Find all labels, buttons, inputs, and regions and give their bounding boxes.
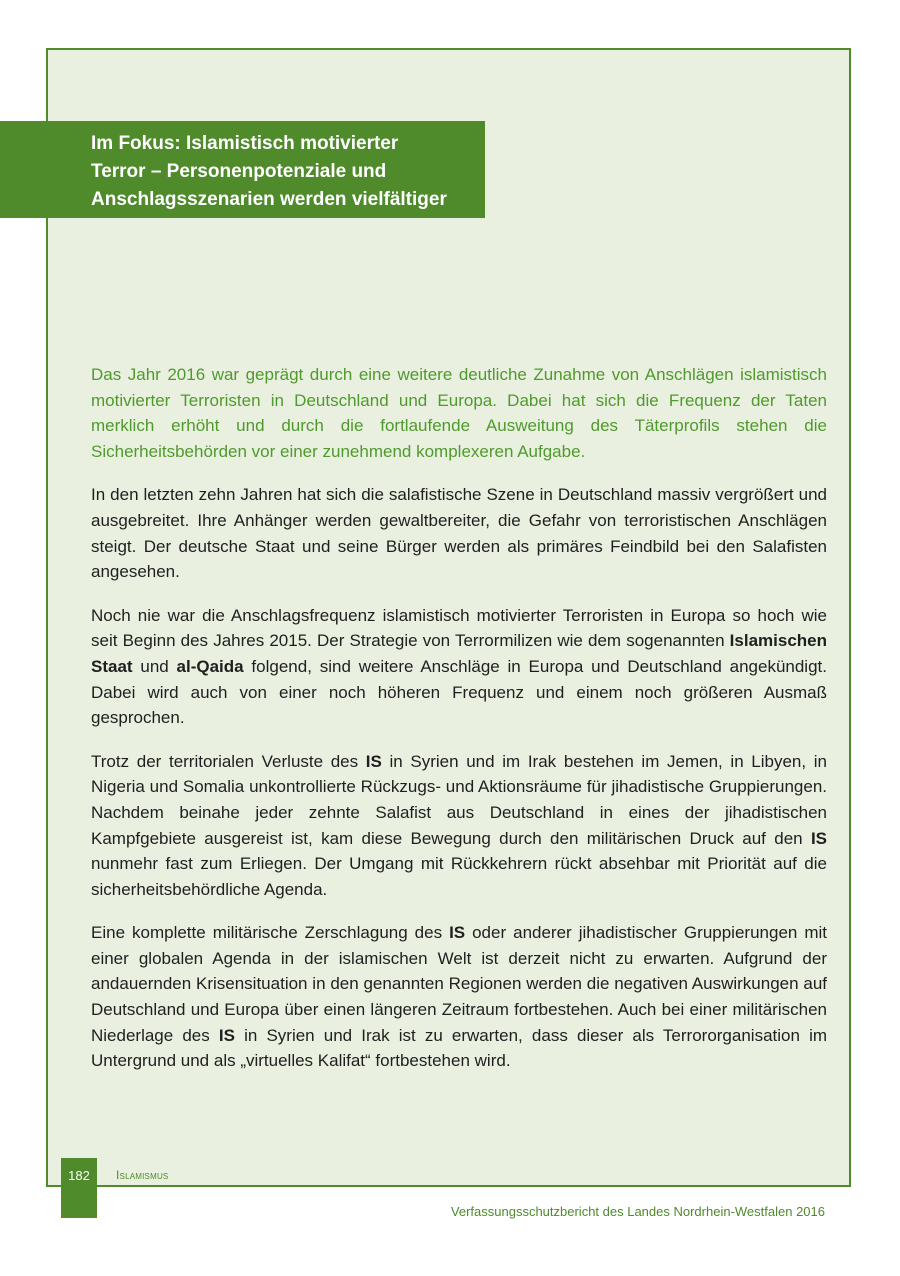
paragraph-2-text-c: und [132, 656, 177, 676]
paragraph-3-text-e: nunmehr fast zum Erliegen. Der Umgang mit Rückkehrern rückt absehbar mit Priorität auf die sicherheitsbehördliche Agenda. [91, 854, 827, 899]
title-line-2: Terror – Personenpotenziale und [91, 161, 387, 182]
term-is: IS [810, 828, 827, 848]
paragraph-2-text-e: folgend, sind weitere Anschläge in Europa und Deutschland angekündigt. Dabei wird auch von einer noch höheren Frequenz und einem noch größeren Ausmaß gesprochen. [91, 656, 827, 728]
page-number: 182 [61, 1158, 97, 1218]
title-line-3: Anschlagsszenarien werden vielfältiger [91, 189, 447, 210]
lead-paragraph: Das Jahr 2016 war geprägt durch eine weitere deutliche Zunahme von Anschlägen islamistisch motivierter Terroristen in Deutschland und Europa. Dabei hat sich die Frequenz der Taten merklich erhöht und durch die fortlaufende Ausweitung des Täterprofils stehen die Sicherheitsbehörden vor einer zunehmend komplexeren Aufgabe. [91, 365, 827, 461]
publication-title: Verfassungsschutzbericht des Landes Nordrhein-Westfalen 2016 [450, 1204, 825, 1219]
paragraph-3 [91, 749, 827, 903]
title-line-1: Im Fokus: Islamistisch motivierter [91, 133, 399, 154]
paragraph-4-text-e: in Syrien und Irak ist zu erwarten, dass dieser als Terrororganisation im Untergrund und als „virtuelles Kalifat“ fortbestehen wird. [91, 1025, 828, 1071]
heading-band [0, 121, 485, 218]
article-body [91, 362, 827, 1092]
term-is: IS [218, 1025, 235, 1045]
paragraph-4 [91, 920, 827, 1074]
term-al-qaida: al-Qaida [176, 656, 244, 676]
paragraph-2-text-a: Noch nie war die Anschlagsfrequenz islamistisch motivierter Terroristen in Europa so hoch wie seit Beginn des Jahres 2015. Der Strategie von Terrormilizen wie dem sogenannten [91, 605, 827, 651]
term-islamischer-staat: Islamischen Staat [91, 631, 827, 676]
paragraph-3-text-c: in Syrien und im Irak bestehen im Jemen, in Libyen, in Nigeria und Somalia unkontrollierte Rückzugs- und Aktionsräume für jihadistische Gruppierungen. Nachdem beinahe jeder zehnte Salafist aus Deutschland in eines der jihadistischen Kampfgebiete ausgereist ist, kam diese Bewegung durch den militärischen Druck auf den [91, 751, 827, 848]
paragraph-2 [91, 603, 827, 731]
paragraph-4-text-a: Eine komplette militärische Zerschlagung des [91, 923, 450, 943]
paragraph-1: In den letzten zehn Jahren hat sich die salafistische Szene in Deutschland massiv vergrößert und ausgebreitet. Ihre Anhänger werden gewaltbereiter, die Gefahr von terroristischen Anschlägen steigt. Der deutsche Staat und seine Bürger werden als primäres Feindbild bei den Salafisten angesehen. [91, 485, 827, 582]
section-label: Islamismus [116, 1168, 169, 1182]
paragraph-3-text-a: Trotz der territorialen Verluste des [91, 751, 366, 771]
paragraph-4-text-c: oder anderer jihadistischer Gruppierungen mit einer globalen Agenda in der islamischen Welt ist derzeit nicht zu erwarten. Aufgrund der andauernden Krisensituation in den genannten Regionen werden die negativen Auswirkungen auf Deutschland und Europa über einen längeren Zeitraum fortbestehen. Auch bei einer militärischen Niederlage des [91, 923, 827, 1045]
term-is: IS [365, 751, 382, 771]
term-is: IS [449, 923, 466, 943]
page-title [91, 130, 465, 214]
